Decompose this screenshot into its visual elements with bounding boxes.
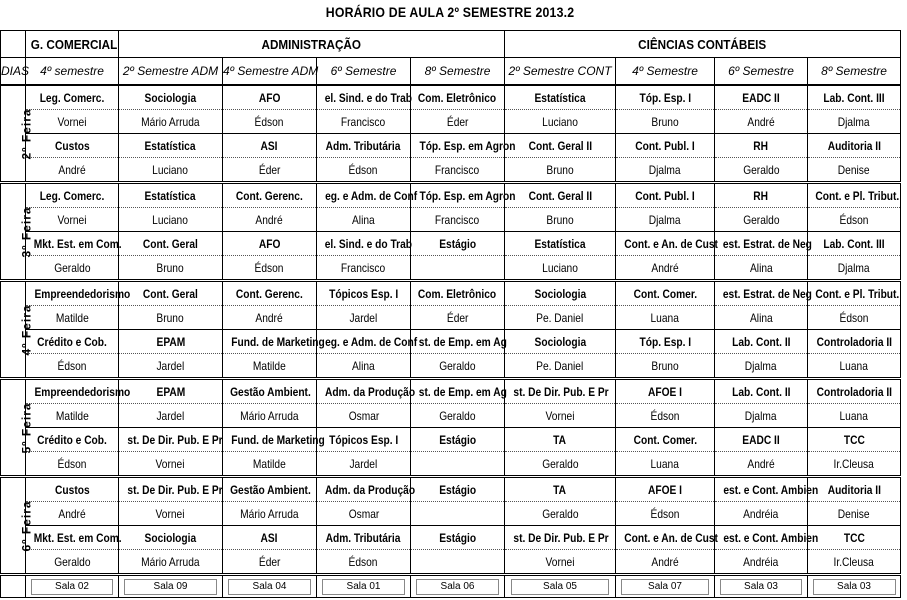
subject-row [1, 477, 901, 502]
subject-row [1, 183, 901, 208]
subject-cell: TA [505, 477, 616, 502]
teacher-cell: Alina [715, 306, 808, 330]
teacher-cell: Bruno [616, 354, 715, 379]
subject-cell: Fund. de Marketing [223, 428, 317, 452]
teacher-cell: Matilde [26, 404, 119, 428]
teacher-cell: André [616, 550, 715, 575]
subject-cell: Lab. Cont. III [808, 232, 901, 256]
subject-cell: Cont. e An. de Cust [616, 232, 715, 256]
subject-cell: Estágio [411, 428, 505, 452]
subject-cell: Cont. Comer. [616, 428, 715, 452]
subject-cell: Sociologia [119, 526, 223, 550]
teacher-cell: Luana [808, 354, 901, 379]
subject-cell: Tóp. Esp. I [616, 330, 715, 354]
column-header: 4º Semestre [616, 58, 715, 86]
subject-cell: Cont. e An. de Cust [616, 526, 715, 550]
teacher-cell: Djalma [715, 404, 808, 428]
subject-cell: Controladoria II [808, 379, 901, 404]
teacher-cell: Édson [26, 452, 119, 477]
teacher-cell: Jardel [317, 452, 411, 477]
column-header: 6º Semestre [715, 58, 808, 86]
teacher-cell: Djalma [808, 256, 901, 281]
rooms-corner [1, 575, 26, 598]
teacher-cell [411, 452, 505, 477]
room-cell [317, 575, 411, 598]
teacher-cell: Francisco [317, 256, 411, 281]
subject-cell: Fund. de Marketing [223, 330, 317, 354]
column-header-row [1, 58, 901, 86]
day-label: 3º Feira [19, 205, 34, 258]
teacher-cell: Édson [808, 306, 901, 330]
teacher-cell: Jardel [119, 404, 223, 428]
teacher-cell: Ir.Cleusa [808, 550, 901, 575]
subject-cell: st. de Emp. em Ag [411, 330, 505, 354]
subject-cell: Cont. Gerenc. [223, 281, 317, 306]
day-label-cell [1, 379, 34, 477]
subject-cell: Estágio [411, 232, 505, 256]
teacher-cell: Francisco [411, 208, 505, 232]
subject-cell: Empreendedorismo [26, 379, 119, 404]
teacher-cell: Mário Arruda [223, 502, 317, 526]
teacher-cell: Pe. Daniel [505, 354, 616, 379]
subject-cell: est. Estrat. de Neg [715, 232, 808, 256]
teacher-cell: André [26, 502, 119, 526]
teacher-row [1, 502, 901, 526]
teacher-cell [411, 502, 505, 526]
day-label-cell [1, 281, 34, 379]
room-cell [808, 575, 901, 598]
teacher-cell: Luciano [119, 208, 223, 232]
day-label: 4º Feira [19, 303, 34, 356]
teacher-cell [411, 256, 505, 281]
teacher-cell: André [715, 452, 808, 477]
teacher-cell: Éder [223, 158, 317, 183]
column-header: 4º Semestre ADM [223, 58, 317, 86]
room-cell [119, 575, 223, 598]
subject-cell: Adm. da Produção [317, 379, 411, 404]
subject-cell: TCC [808, 428, 901, 452]
subject-cell: EADC II [715, 85, 808, 110]
subject-cell: st. De Dir. Pub. E Pr [119, 477, 223, 502]
teacher-cell: Djalma [616, 158, 715, 183]
teacher-cell: Bruno [616, 110, 715, 134]
corner-cell [1, 31, 26, 58]
subject-cell: Leg. Comerc. [26, 183, 119, 208]
subject-cell: Mkt. Est. em Com. [26, 232, 119, 256]
subject-cell: Leg. Comerc. [26, 85, 119, 110]
subject-cell: Adm. Tributária [317, 134, 411, 158]
teacher-row [1, 158, 901, 183]
subject-cell: Lab. Cont. II [715, 379, 808, 404]
column-header: 6º Semestre [317, 58, 411, 86]
teacher-cell: Andréia [715, 550, 808, 575]
teacher-cell: Édson [616, 404, 715, 428]
rooms-row [1, 575, 901, 598]
teacher-cell: Djalma [808, 110, 901, 134]
subject-cell: AFO [223, 85, 317, 110]
subject-cell: Tópicos Esp. I [317, 281, 411, 306]
subject-cell: RH [715, 134, 808, 158]
teacher-cell: Geraldo [26, 550, 119, 575]
day-label-cell [1, 85, 34, 183]
room-cell [616, 575, 715, 598]
teacher-cell: Vornei [26, 208, 119, 232]
group-header-gcomercial: G. COMERCIAL [26, 31, 119, 58]
teacher-row [1, 110, 901, 134]
teacher-cell: Pe. Daniel [505, 306, 616, 330]
subject-cell: Cont. e Pl. Tribut. [808, 183, 901, 208]
subject-cell: Tóp. Esp. em Agron [411, 134, 505, 158]
subject-cell: TCC [808, 526, 901, 550]
column-header: 4º semestre [26, 58, 119, 86]
teacher-cell: Alina [317, 208, 411, 232]
group-header-administracao: ADMINISTRAÇÃO [119, 31, 505, 58]
page-title: HORÁRIO DE AULA 2º SEMESTRE 2013.2 [325, 4, 575, 20]
group-header-contabeis: CIÊNCIAS CONTÁBEIS [505, 31, 901, 58]
subject-cell: Tóp. Esp. em Agron [411, 183, 505, 208]
subject-cell: st. de Emp. em Ag [411, 379, 505, 404]
subject-cell: Auditoria II [808, 477, 901, 502]
column-header: 2º Semestre CONT [505, 58, 616, 86]
teacher-cell: Djalma [715, 354, 808, 379]
teacher-cell: Vornei [505, 550, 616, 575]
teacher-cell: Geraldo [715, 158, 808, 183]
subject-cell: Lab. Cont. III [808, 85, 901, 110]
teacher-cell: André [223, 208, 317, 232]
subject-cell: Cont. Geral [119, 232, 223, 256]
subject-cell: AFO [223, 232, 317, 256]
teacher-cell: André [223, 306, 317, 330]
subject-row [1, 330, 901, 354]
teacher-cell: Éder [411, 306, 505, 330]
subject-cell: Controladoria II [808, 330, 901, 354]
subject-cell: est. e Cont. Ambien [715, 526, 808, 550]
subject-cell: AFOE I [616, 477, 715, 502]
subject-cell: EPAM [119, 379, 223, 404]
subject-cell: Custos [26, 134, 119, 158]
teacher-cell: Bruno [119, 306, 223, 330]
teacher-cell: Éder [223, 550, 317, 575]
room-cell [223, 575, 317, 598]
teacher-cell: Osmar [317, 502, 411, 526]
room-label: Sala 01 [322, 579, 406, 595]
column-header: 8º Semestre [411, 58, 505, 86]
teacher-cell: Mário Arruda [223, 404, 317, 428]
day-label: 5º Feira [19, 401, 34, 454]
subject-row [1, 379, 901, 404]
subject-cell: Sociologia [505, 330, 616, 354]
teacher-cell: Djalma [616, 208, 715, 232]
teacher-cell: Bruno [119, 256, 223, 281]
subject-cell: Custos [26, 477, 119, 502]
teacher-cell: Luciano [119, 158, 223, 183]
teacher-cell [411, 550, 505, 575]
subject-cell: Gestão Ambient. [223, 477, 317, 502]
subject-cell: TA [505, 428, 616, 452]
room-label: Sala 05 [511, 579, 610, 595]
subject-cell: eg. e Adm. de Conf [317, 183, 411, 208]
subject-cell: Com. Eletrônico [411, 85, 505, 110]
subject-cell: st. De Dir. Pub. E Pr [505, 526, 616, 550]
room-cell [505, 575, 616, 598]
teacher-cell: Geraldo [715, 208, 808, 232]
teacher-cell: Vornei [505, 404, 616, 428]
subject-cell: Crédito e Cob. [26, 428, 119, 452]
teacher-cell: Vornei [119, 452, 223, 477]
subject-cell: st. De Dir. Pub. E Pr [505, 379, 616, 404]
subject-cell: RH [715, 183, 808, 208]
teacher-row [1, 208, 901, 232]
teacher-row [1, 256, 901, 281]
subject-cell: Cont. e Pl. Tribut. [808, 281, 901, 306]
teacher-cell: Mário Arruda [119, 550, 223, 575]
teacher-row [1, 306, 901, 330]
room-label: Sala 02 [31, 579, 114, 595]
subject-cell: Com. Eletrônico [411, 281, 505, 306]
subject-cell: Cont. Geral II [505, 134, 616, 158]
subject-cell: Sociologia [119, 85, 223, 110]
teacher-cell: Luciano [505, 110, 616, 134]
subject-cell: AFOE I [616, 379, 715, 404]
room-cell [26, 575, 119, 598]
subject-cell: el. Sind. e do Trab [317, 85, 411, 110]
room-label: Sala 03 [720, 579, 803, 595]
teacher-row [1, 550, 901, 575]
teacher-cell: Geraldo [411, 354, 505, 379]
teacher-cell: André [26, 158, 119, 183]
teacher-cell: Luana [616, 306, 715, 330]
teacher-cell: Jardel [119, 354, 223, 379]
room-cell [411, 575, 505, 598]
teacher-cell: Luana [616, 452, 715, 477]
teacher-cell: Luana [808, 404, 901, 428]
subject-cell: Estatística [119, 183, 223, 208]
teacher-cell: Édson [223, 110, 317, 134]
day-label: 2º Feira [19, 107, 34, 160]
teacher-cell: Geraldo [411, 404, 505, 428]
subject-cell: Cont. Geral II [505, 183, 616, 208]
teacher-cell: Édson [317, 550, 411, 575]
teacher-row [1, 354, 901, 379]
teacher-cell: Ir.Cleusa [808, 452, 901, 477]
teacher-cell: Geraldo [26, 256, 119, 281]
subject-cell: el. Sind. e do Trab [317, 232, 411, 256]
teacher-cell: Matilde [26, 306, 119, 330]
subject-cell: Gestão Ambient. [223, 379, 317, 404]
subject-cell: Estatística [119, 134, 223, 158]
subject-cell: Estatística [505, 85, 616, 110]
room-label: Sala 06 [416, 579, 500, 595]
teacher-cell: André [715, 110, 808, 134]
teacher-cell: Luciano [505, 256, 616, 281]
subject-cell: EPAM [119, 330, 223, 354]
column-header-dias: DIAS [1, 58, 26, 86]
teacher-cell: Édson [26, 354, 119, 379]
subject-row [1, 232, 901, 256]
room-label: Sala 03 [813, 579, 896, 595]
teacher-cell: André [616, 256, 715, 281]
subject-cell: Tópicos Esp. I [317, 428, 411, 452]
subject-cell: Auditoria II [808, 134, 901, 158]
subject-cell: Empreendedorismo [26, 281, 119, 306]
teacher-cell: Bruno [505, 208, 616, 232]
subject-cell: Tóp. Esp. I [616, 85, 715, 110]
subject-cell: Estágio [411, 477, 505, 502]
teacher-cell: Matilde [223, 452, 317, 477]
subject-cell: Cont. Publ. I [616, 134, 715, 158]
subject-cell: ASI [223, 134, 317, 158]
teacher-cell: Vornei [26, 110, 119, 134]
day-label-cell [1, 183, 34, 281]
teacher-cell: Mário Arruda [119, 110, 223, 134]
subject-cell: eg. e Adm. de Conf [317, 330, 411, 354]
column-header: 2º Semestre ADM [119, 58, 223, 86]
subject-row [1, 134, 901, 158]
teacher-cell: Denise [808, 502, 901, 526]
teacher-row [1, 404, 901, 428]
schedule-table [0, 30, 901, 598]
teacher-cell: Jardel [317, 306, 411, 330]
subject-row [1, 85, 901, 110]
subject-row [1, 281, 901, 306]
subject-cell: Estágio [411, 526, 505, 550]
subject-cell: est. Estrat. de Neg [715, 281, 808, 306]
teacher-cell: Alina [317, 354, 411, 379]
subject-cell: Cont. Geral [119, 281, 223, 306]
teacher-cell: Geraldo [505, 452, 616, 477]
teacher-cell: Matilde [223, 354, 317, 379]
teacher-cell: Francisco [411, 158, 505, 183]
teacher-cell: Édson [223, 256, 317, 281]
subject-cell: Cont. Publ. I [616, 183, 715, 208]
subject-cell: Estatística [505, 232, 616, 256]
teacher-cell: Édson [317, 158, 411, 183]
subject-cell: Lab. Cont. II [715, 330, 808, 354]
subject-cell: Adm. da Produção [317, 477, 411, 502]
subject-cell: Sociologia [505, 281, 616, 306]
teacher-cell: Osmar [317, 404, 411, 428]
subject-cell: st. De Dir. Pub. E Pr [119, 428, 223, 452]
subject-cell: Adm. Tributária [317, 526, 411, 550]
teacher-cell: Francisco [317, 110, 411, 134]
teacher-cell: Éder [411, 110, 505, 134]
teacher-cell: Geraldo [505, 502, 616, 526]
subject-row [1, 428, 901, 452]
teacher-cell: Alina [715, 256, 808, 281]
teacher-cell: Vornei [119, 502, 223, 526]
teacher-cell: Andréia [715, 502, 808, 526]
teacher-cell: Bruno [505, 158, 616, 183]
group-header-row [1, 31, 901, 58]
room-label: Sala 09 [124, 579, 217, 595]
teacher-cell: Édson [808, 208, 901, 232]
subject-cell: est. e Cont. Ambien [715, 477, 808, 502]
day-label: 6º Feira [19, 499, 34, 552]
subject-row [1, 526, 901, 550]
teacher-row [1, 452, 901, 477]
subject-cell: Mkt. Est. em Com. [26, 526, 119, 550]
room-label: Sala 04 [228, 579, 312, 595]
day-label-cell [1, 477, 34, 575]
subject-cell: Cont. Gerenc. [223, 183, 317, 208]
teacher-cell: Édson [616, 502, 715, 526]
subject-cell: Cont. Comer. [616, 281, 715, 306]
subject-cell: Crédito e Cob. [26, 330, 119, 354]
subject-cell: ASI [223, 526, 317, 550]
subject-cell: EADC II [715, 428, 808, 452]
column-header: 8º Semestre [808, 58, 901, 86]
room-label: Sala 07 [621, 579, 709, 595]
room-cell [715, 575, 808, 598]
teacher-cell: Denise [808, 158, 901, 183]
